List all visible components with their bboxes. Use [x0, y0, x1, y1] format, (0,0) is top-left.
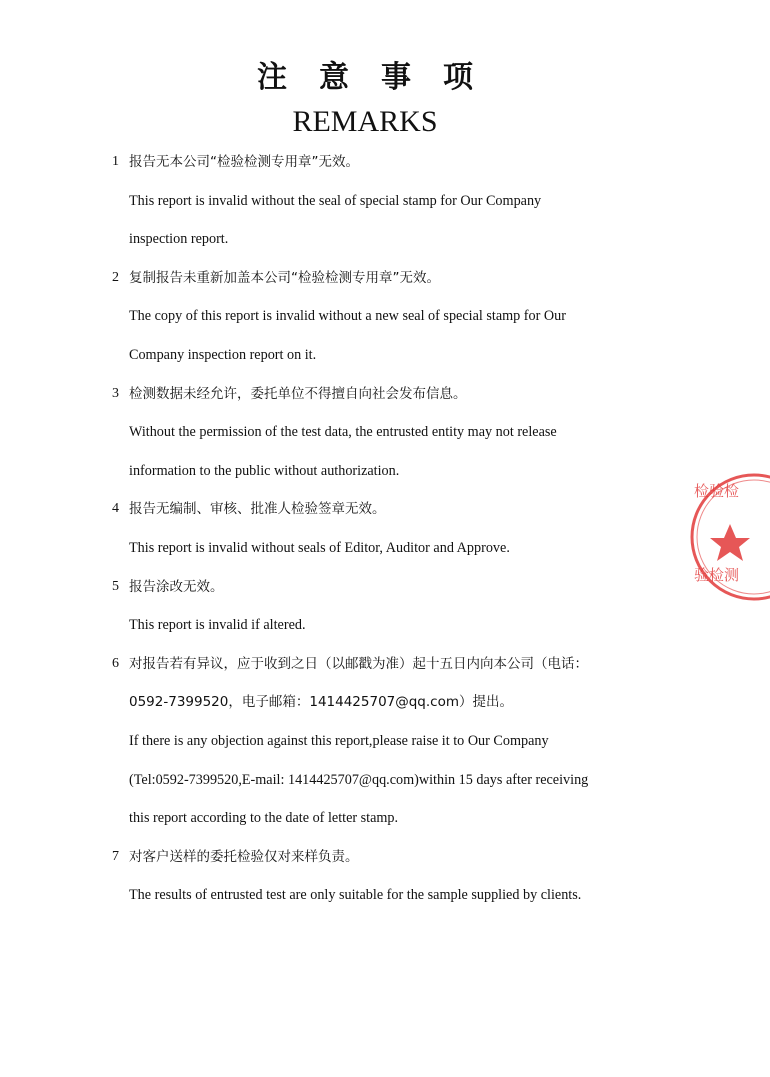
- remark-line: [112, 182, 672, 221]
- remark-line: [112, 606, 672, 645]
- remark-line: [112, 297, 672, 336]
- remark-item-2: [112, 259, 672, 298]
- remark-line: [112, 799, 672, 838]
- remark-number: 1: [112, 154, 119, 169]
- remark-text-english: The copy of this report is invalid without a new seal of special stamp for Our: [129, 308, 566, 325]
- remark-text-chinese: 报告涂改无效。: [129, 578, 224, 595]
- remark-text-chinese: 0592-7399520，电子邮箱：1414425707@qq.com）提出。: [129, 694, 514, 711]
- remark-item-7: [112, 838, 672, 877]
- remark-item-6: [112, 645, 672, 684]
- remark-text-chinese: 报告无编制、审核、批准人检验签章无效。: [129, 501, 386, 518]
- remark-text-english: This report is invalid without the seal of special stamp for Our Company: [129, 192, 542, 209]
- remark-number: 6: [112, 655, 119, 671]
- company-seal-icon: [690, 462, 740, 612]
- page-title-chinese: 注意事项: [257, 60, 505, 95]
- remark-text-english: (Tel:0592-7399520,E-mail: 1414425707@qq.com)within 15 days after receiving: [129, 771, 589, 788]
- remark-number: 4: [112, 501, 119, 517]
- remark-line: [112, 761, 672, 800]
- remark-text-chinese: 对报告若有异议，应于收到之日（以邮戳为准）起十五日内向本公司（电话：: [129, 655, 588, 672]
- remark-text-english: If there is any objection against this report,please raise it to Our Company: [129, 732, 549, 749]
- remark-line: [112, 336, 672, 375]
- remark-number: 2: [112, 269, 119, 285]
- remark-item-4: [112, 490, 672, 529]
- remark-text-chinese: 复制报告未重新加盖本公司“检验检测专用章”无效。: [129, 269, 440, 286]
- seal-graphic: [690, 462, 770, 612]
- remark-line: [112, 683, 672, 722]
- remark-text-english: This report is invalid without seals of Editor, Auditor and Approve.: [129, 539, 510, 556]
- remark-number: 3: [112, 385, 119, 401]
- remark-text-english: The results of entrusted test are only suitable for the sample supplied by clients.: [129, 887, 582, 904]
- remark-line: [112, 529, 672, 568]
- remark-item-1: [112, 143, 672, 182]
- remark-text-english: This report is invalid if altered.: [129, 617, 306, 634]
- remark-item-5: [112, 568, 672, 607]
- seal-text-top: 检验检: [694, 482, 740, 500]
- remark-text-english: Company inspection report on it.: [129, 346, 317, 363]
- remark-line: [112, 413, 672, 452]
- remark-line: [112, 876, 672, 915]
- remarks-list: [112, 143, 672, 915]
- remark-item-3: [112, 375, 672, 414]
- remark-text-english: Without the permission of the test data, the entrusted entity may not release: [129, 424, 557, 441]
- seal-text-bottom: 验检测: [694, 566, 740, 584]
- remark-number: 5: [112, 578, 119, 594]
- remark-text-chinese: 报告无本公司“检验检测专用章”无效。: [129, 154, 359, 170]
- remark-line: [112, 452, 672, 491]
- remark-line: [112, 220, 672, 259]
- remark-text-chinese: 检测数据未经允许，委托单位不得擅自向社会发布信息。: [129, 385, 467, 402]
- remark-number: 7: [112, 848, 119, 864]
- remark-text-english: this report according to the date of letter stamp.: [129, 810, 399, 827]
- remark-text-english: information to the public without authorization.: [129, 462, 400, 479]
- page-title-english: REMARKS: [292, 105, 438, 138]
- remark-text-english: inspection report.: [129, 231, 229, 248]
- remark-text-chinese: 对客户送样的委托检验仅对来样负责。: [129, 848, 359, 865]
- remark-line: [112, 722, 672, 761]
